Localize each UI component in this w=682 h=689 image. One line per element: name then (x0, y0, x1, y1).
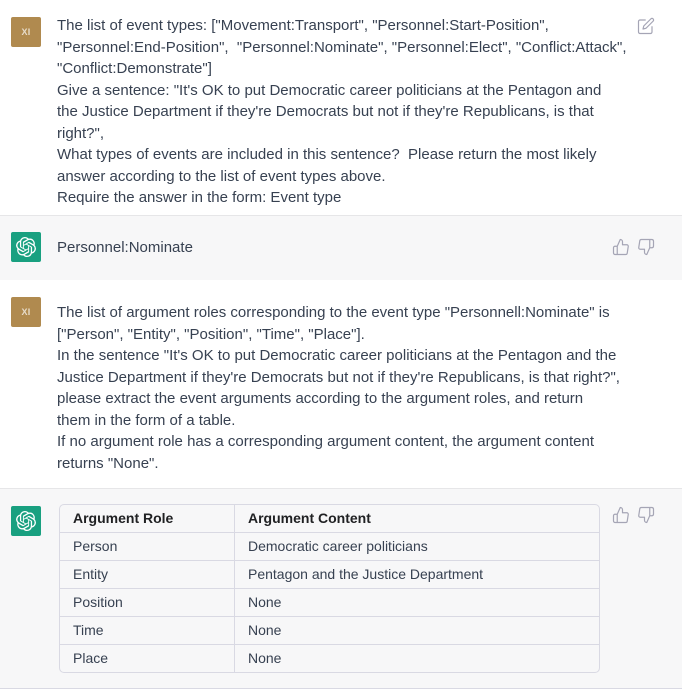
argument-content-cell: Democratic career politicians (235, 533, 600, 561)
table-row (60, 589, 599, 617)
edit-icon (637, 17, 655, 35)
table-row (60, 617, 599, 645)
message-line: If no argument role has a corresponding argument content, the argument content (57, 433, 594, 450)
thumbs-up-button[interactable] (612, 238, 630, 256)
message-actions (612, 506, 655, 524)
thumbs-down-button[interactable] (637, 506, 655, 524)
user-avatar: XI (11, 17, 41, 47)
assistant-message-2 (0, 488, 682, 689)
message-line: please extract the event arguments according to the argument roles, and return (57, 390, 584, 407)
argument-table (59, 504, 600, 673)
thumbs-up-icon (612, 506, 630, 524)
argument-content-cell: Pentagon and the Justice Department (235, 561, 600, 589)
thumbs-up-icon (612, 238, 630, 256)
message-line: Require the answer in the form: Event type (57, 189, 342, 206)
table-header-cell: Argument Content (235, 505, 600, 533)
message-table-content (57, 504, 632, 673)
message-line: Give a sentence: "It's OK to put Democratic career politicians at the Pentagon and (57, 81, 602, 99)
user-message-2 (0, 280, 682, 488)
table-row (60, 533, 599, 561)
avatar-column (11, 15, 57, 47)
message-line: Justice Department if they're Democrats but not if they're Republicans, is that right?", (57, 368, 620, 386)
message-line: right?", (57, 124, 105, 142)
avatar-column (11, 504, 57, 536)
argument-role-cell: Place (60, 645, 235, 673)
openai-logo-icon (16, 237, 36, 257)
table-header-row (60, 505, 599, 533)
message-text (57, 237, 632, 259)
argument-content-cell: None (235, 589, 600, 617)
message-text (57, 15, 632, 209)
assistant-avatar (11, 506, 41, 536)
assistant-message-1 (0, 215, 682, 280)
argument-role-cell: Person (60, 533, 235, 561)
message-line: answer according to the list of event types above. (57, 167, 386, 185)
argument-content-cell: None (248, 650, 282, 666)
edit-message-button[interactable] (637, 17, 655, 35)
message-text (57, 302, 632, 474)
table-row (60, 561, 599, 589)
message-line: The list of event types: ["Movement:Transport", "Personnel:Start-Position", (57, 17, 549, 34)
argument-content-cell: None (235, 617, 600, 645)
message-line: "Personnel:End-Position", "Personnel:Nominate", "Personnel:Elect", "Conflict:Attack", (57, 38, 627, 56)
user-message-1 (0, 0, 682, 215)
message-line: ["Person", "Entity", "Position", "Time", "Place"]. (57, 325, 365, 343)
message-line: In the sentence "It's OK to put Democratic career politicians at the Pentagon and the (57, 347, 617, 364)
message-actions (612, 238, 655, 256)
avatar-column (11, 237, 57, 262)
openai-logo-icon (16, 511, 36, 531)
argument-role-cell: Entity (60, 561, 235, 589)
argument-role-cell: Time (60, 617, 235, 645)
message-line: What types of events are included in this sentence? Please return the most likely (57, 146, 597, 163)
user-avatar: XI (11, 297, 41, 327)
thumbs-down-icon (637, 506, 655, 524)
avatar-column (11, 302, 57, 327)
thumbs-down-button[interactable] (637, 238, 655, 256)
assistant-avatar (11, 232, 41, 262)
table-header-cell: Argument Role (60, 505, 235, 533)
message-line: them in the form of a table. (57, 411, 236, 429)
table-row (60, 645, 599, 673)
message-line: the Justice Department if they're Democrats but not if they're Republicans, is that (57, 103, 594, 120)
argument-role-cell: Position (60, 589, 235, 617)
message-line: The list of argument roles corresponding to the event type "Personnell:Nominate" is (57, 304, 610, 321)
thumbs-down-icon (637, 238, 655, 256)
message-actions (637, 17, 655, 35)
message-line: "Conflict:Demonstrate"] (57, 60, 212, 77)
message-line: returns "None". (57, 454, 159, 472)
thumbs-up-button[interactable] (612, 506, 630, 524)
message-line: Personnel:Nominate (57, 239, 193, 256)
